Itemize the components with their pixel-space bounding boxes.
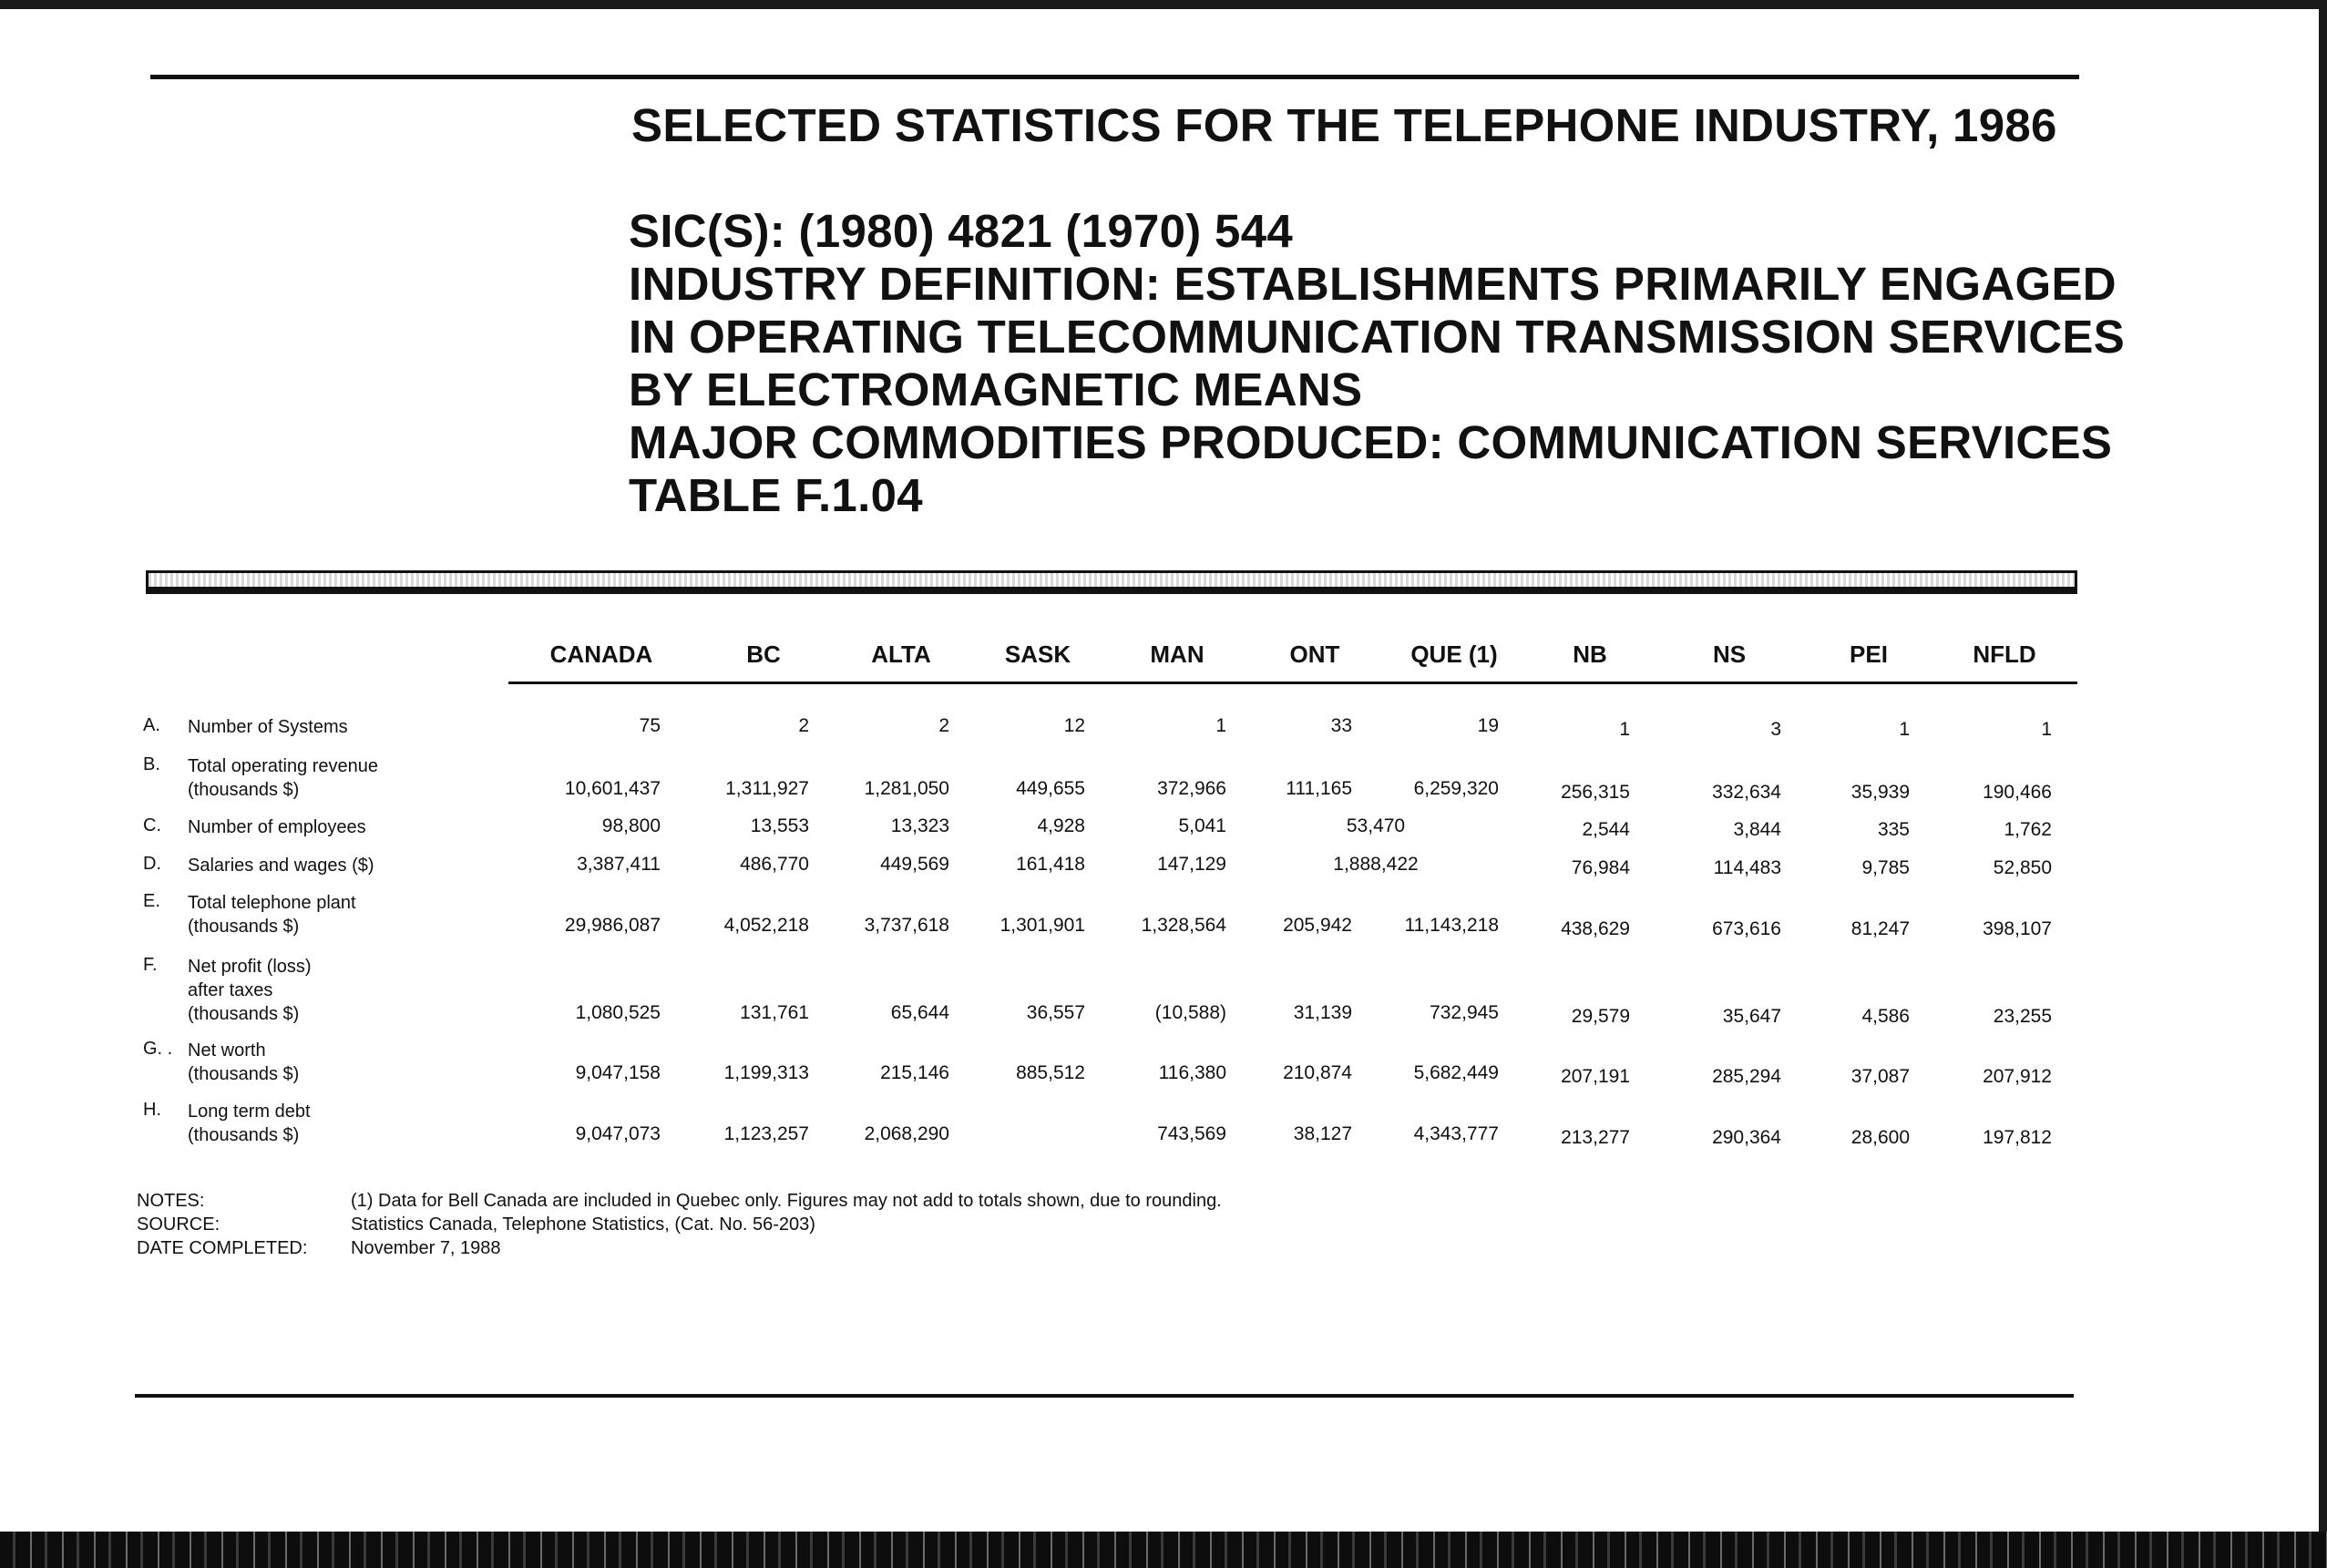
table-cell: (10,588) — [1154, 1002, 1226, 1023]
table-cell: 1 — [1215, 715, 1226, 736]
table-cell: 2,068,290 — [864, 1123, 949, 1144]
row-label: Total telephone plant — [188, 893, 356, 913]
document-title: SELECTED STATISTICS FOR THE TELEPHONE INDUSTRY, 1986 — [631, 99, 2057, 151]
major-commodities: MAJOR COMMODITIES PRODUCED: COMMUNICATION SERVICES — [629, 416, 2113, 468]
column-header: NFLD — [1973, 641, 2036, 668]
date-completed-value: November 7, 1988 — [351, 1238, 501, 1258]
row-label: Net worth — [188, 1040, 266, 1061]
table-cell: 147,129 — [1157, 854, 1226, 875]
table-cell: 1,301,901 — [999, 915, 1085, 936]
table-cell: 33 — [1330, 715, 1352, 736]
table-cell: 36,557 — [1026, 1002, 1085, 1023]
merged-ont-que-cell: 53,470 — [1346, 815, 1406, 836]
column-header: SASK — [1004, 641, 1071, 668]
table-cell: 23,255 — [1993, 1006, 2052, 1027]
table-cell: 332,634 — [1712, 782, 1781, 803]
table-cell: 19 — [1477, 715, 1499, 736]
row-label: (thousands $) — [188, 1064, 300, 1084]
row-label: (thousands $) — [188, 1004, 300, 1024]
row-letter: C. — [143, 815, 161, 835]
table-cell: 75 — [639, 715, 661, 736]
table-cell: 35,939 — [1850, 782, 1910, 803]
table-cell: 4,586 — [1861, 1006, 1910, 1027]
row-label: Net profit (loss) — [188, 957, 312, 977]
table-header-bar — [146, 570, 2077, 594]
table-cell: 9,785 — [1861, 857, 1910, 878]
table-cell: 116,380 — [1158, 1062, 1226, 1083]
row-letter: F. — [143, 955, 158, 975]
table-cell: 486,770 — [740, 854, 809, 875]
industry-definition-line-2: IN OPERATING TELECOMMUNICATION TRANSMISSION SERVICES — [629, 311, 2126, 363]
table-cell: 65,644 — [890, 1002, 949, 1023]
table-cell: 29,579 — [1571, 1006, 1630, 1027]
row-letter: B. — [143, 754, 160, 774]
table-cell: 210,874 — [1283, 1062, 1352, 1083]
table-cell: 1,123,257 — [723, 1123, 809, 1144]
table-cell: 81,247 — [1850, 918, 1910, 939]
table-cell: 5,682,449 — [1413, 1062, 1499, 1083]
row-label: Number of Systems — [188, 717, 348, 737]
row-label: (thousands $) — [188, 1125, 300, 1145]
table-cell: 1,281,050 — [864, 778, 949, 799]
table-cell: 1 — [1899, 719, 1910, 740]
table-cell: 398,107 — [1983, 918, 2052, 939]
scan-edge-right — [2319, 0, 2327, 1568]
table-cell: 1 — [1619, 719, 1630, 740]
column-header: ALTA — [871, 641, 931, 668]
column-header: CANADA — [549, 641, 653, 668]
table-cell: 449,655 — [1016, 778, 1085, 799]
table-cell: 52,850 — [1993, 857, 2052, 878]
sic-codes: SIC(S): (1980) 4821 (1970) 544 — [629, 205, 1294, 257]
notes-key: NOTES: — [137, 1191, 205, 1211]
table-cell: 161,418 — [1016, 854, 1085, 875]
column-header: PEI — [1850, 641, 1888, 668]
table-cell: 285,294 — [1712, 1066, 1781, 1087]
table-cell: 2 — [938, 715, 949, 736]
table-cell: 9,047,158 — [575, 1062, 661, 1083]
top-rule — [150, 75, 2079, 79]
table-cell: 6,259,320 — [1413, 778, 1499, 799]
table-cell: 131,761 — [740, 1002, 809, 1023]
table-cell: 111,165 — [1286, 778, 1352, 799]
column-header: NB — [1573, 641, 1607, 668]
table-cell: 1,762 — [2004, 819, 2052, 840]
table-cell: 38,127 — [1293, 1123, 1352, 1144]
table-cell: 215,146 — [880, 1062, 949, 1083]
table-cell: 4,343,777 — [1413, 1123, 1499, 1144]
table-cell: 372,966 — [1157, 778, 1226, 799]
date-completed-key: DATE COMPLETED: — [137, 1238, 308, 1258]
column-header: ONT — [1289, 641, 1340, 668]
column-header: BC — [746, 641, 781, 668]
table-cell: 1 — [2041, 719, 2052, 740]
table-cell: 885,512 — [1016, 1062, 1085, 1083]
table-cell: 213,277 — [1561, 1127, 1630, 1148]
table-cell: 335 — [1877, 819, 1910, 840]
table-cell: 10,601,437 — [564, 778, 661, 799]
row-letter: D. — [143, 854, 161, 874]
industry-definition-line-1: INDUSTRY DEFINITION: ESTABLISHMENTS PRIMARILY ENGAGED — [629, 258, 2117, 310]
header-block — [629, 205, 2125, 522]
table-cell: 13,323 — [890, 815, 949, 836]
column-header: NS — [1712, 641, 1747, 668]
table-cell: 197,812 — [1983, 1127, 2052, 1148]
table-cell: 31,139 — [1293, 1002, 1352, 1023]
row-label: Salaries and wages ($) — [188, 856, 374, 876]
table-cell: 256,315 — [1561, 782, 1630, 803]
column-header: MAN — [1150, 641, 1205, 668]
scan-edge-top — [0, 0, 2327, 9]
table-cell: 11,143,218 — [1404, 915, 1499, 936]
column-header: QUE (1) — [1410, 641, 1498, 668]
table-cell: 35,647 — [1722, 1006, 1781, 1027]
row-label: Total operating revenue — [188, 756, 379, 776]
notes-value: (1) Data for Bell Canada are included in Quebec only. Figures may not add to totals shown, due to rounding. — [351, 1191, 1222, 1211]
table-cell: 673,616 — [1712, 918, 1781, 939]
source-value: Statistics Canada, Telephone Statistics, (Cat. No. 56-203) — [351, 1214, 815, 1235]
table-cell: 1,199,313 — [723, 1062, 809, 1083]
table-cell: 4,052,218 — [723, 915, 809, 936]
table-cell: 207,912 — [1983, 1066, 2052, 1087]
row-letter: E. — [143, 891, 160, 911]
table-cell: 438,629 — [1561, 918, 1630, 939]
bottom-rule — [135, 1394, 2074, 1398]
table-cell: 2 — [798, 715, 809, 736]
table-cell: 2,544 — [1582, 819, 1630, 840]
row-label: after taxes — [188, 980, 273, 1000]
source-key: SOURCE: — [137, 1214, 220, 1235]
row-letter: A. — [143, 715, 160, 735]
table-cell: 3,387,411 — [577, 854, 661, 875]
table-cell: 1,328,564 — [1141, 915, 1226, 936]
note-row — [137, 1236, 1222, 1260]
table-cell: 449,569 — [880, 854, 949, 875]
note-row — [137, 1189, 1222, 1213]
table-cell: 1,311,927 — [725, 778, 809, 799]
table-cell: 5,041 — [1178, 815, 1226, 836]
table-cell: 13,553 — [750, 815, 809, 836]
table-cell: 207,191 — [1561, 1066, 1630, 1087]
note-row — [137, 1213, 1222, 1236]
column-header-rule — [508, 682, 2077, 684]
industry-definition-line-3: BY ELECTROMAGNETIC MEANS — [629, 364, 1363, 415]
table-cell: 114,483 — [1713, 857, 1781, 878]
notes-block — [137, 1189, 1222, 1260]
table-cell: 1,080,525 — [575, 1002, 661, 1023]
table-cell: 4,928 — [1037, 815, 1085, 836]
row-letter: H. — [143, 1100, 161, 1120]
row-label: Number of employees — [188, 817, 366, 837]
table-cell: 98,800 — [601, 815, 661, 836]
table-cell: 205,942 — [1283, 915, 1352, 936]
table-cell: 732,945 — [1430, 1002, 1499, 1023]
table-cell: 29,986,087 — [564, 915, 661, 936]
table-cell: 3 — [1770, 719, 1781, 740]
table-cell: 743,569 — [1157, 1123, 1226, 1144]
merged-ont-que-cell: 1,888,422 — [1333, 854, 1419, 875]
table-number: TABLE F.1.04 — [629, 469, 923, 521]
table-cell: 12 — [1063, 715, 1085, 736]
table-cell: 9,047,073 — [575, 1123, 661, 1144]
table-cell: 3,844 — [1733, 819, 1781, 840]
row-label: (thousands $) — [188, 917, 300, 937]
table-cell: 290,364 — [1712, 1127, 1781, 1148]
row-letter: G. . — [143, 1039, 173, 1059]
table-cell: 190,466 — [1983, 782, 2052, 803]
row-label: (thousands $) — [188, 780, 300, 800]
row-label: Long term debt — [188, 1102, 311, 1122]
scan-edge-bottom — [0, 1532, 2327, 1568]
table-cell: 37,087 — [1850, 1066, 1910, 1087]
table-cell: 28,600 — [1850, 1127, 1910, 1148]
table-cell: 76,984 — [1571, 857, 1630, 878]
table-cell: 3,737,618 — [864, 915, 949, 936]
